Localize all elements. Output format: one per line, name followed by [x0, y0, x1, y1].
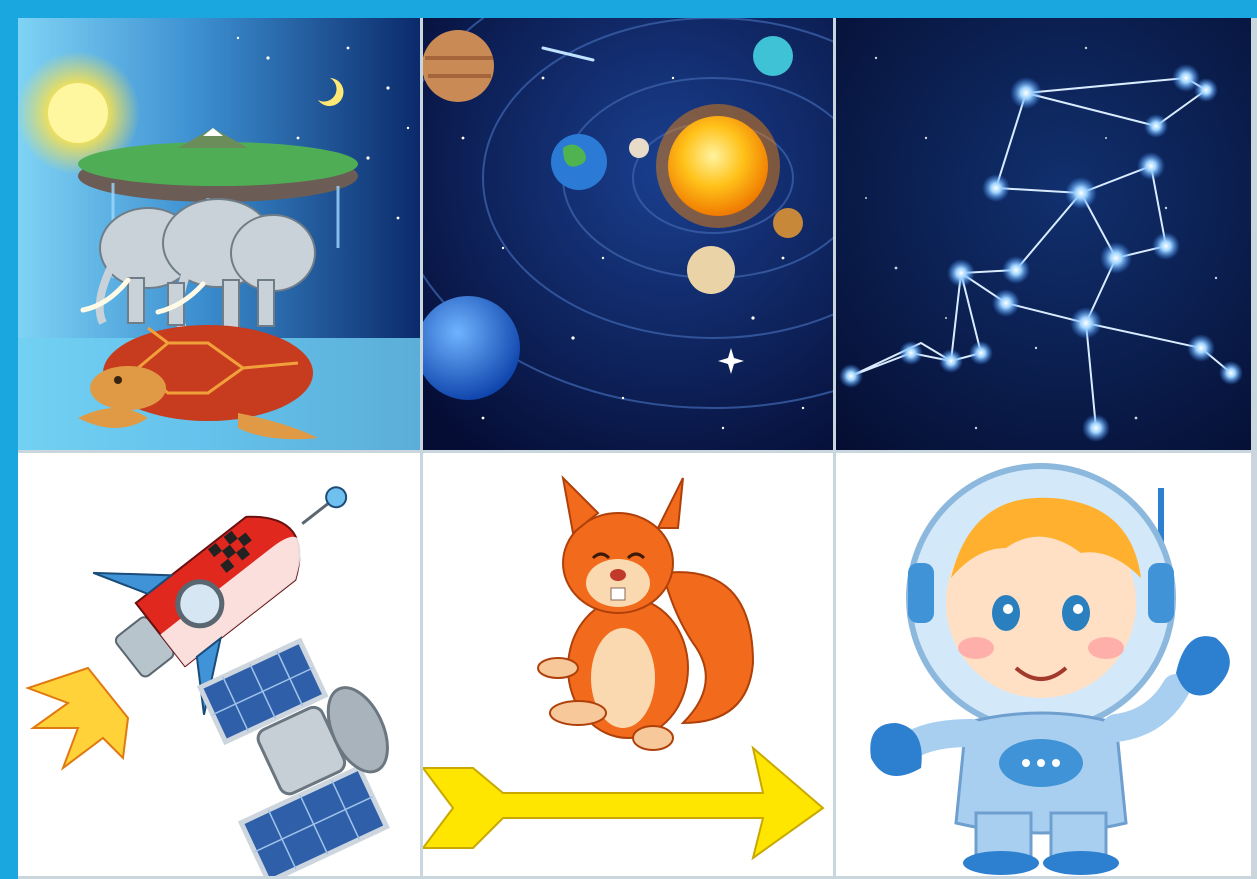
card-child-astronaut: [836, 453, 1251, 876]
rocket-and-satellite-icon: [18, 453, 420, 876]
card-grid: [18, 18, 1257, 879]
card-squirrel-and-arrow: [423, 453, 833, 876]
card-rocket-and-satellite: [18, 453, 420, 876]
squirrel-arrow-icon: [423, 453, 833, 876]
solar-system-icon: [423, 18, 833, 450]
card-solar-system: [423, 18, 833, 450]
flat-earth-on-elephants-and-turtle-icon: [18, 18, 420, 450]
card-constellation: [836, 18, 1251, 450]
astronaut-icon: [836, 453, 1251, 876]
card-ancient-world-view: [18, 18, 420, 450]
constellation-icon: [836, 18, 1251, 450]
